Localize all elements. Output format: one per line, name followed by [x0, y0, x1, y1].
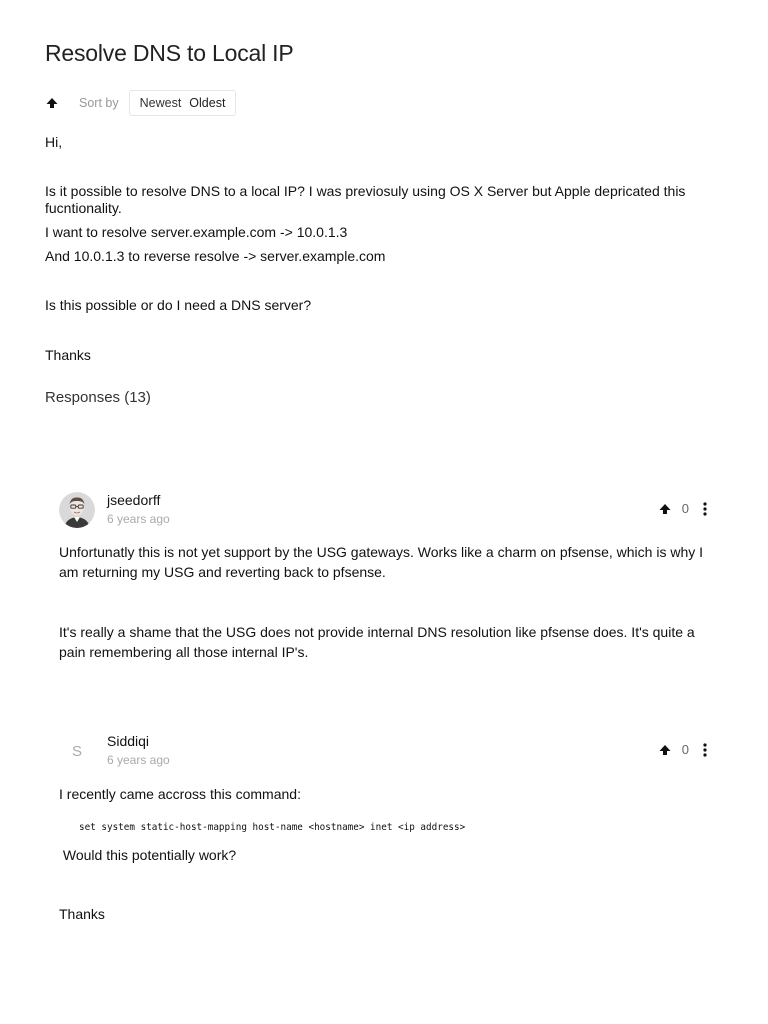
question-paragraph: Is this possible or do I need a DNS server?	[45, 297, 312, 313]
arrow-up-icon[interactable]	[45, 96, 59, 110]
question-paragraph: Hi,	[45, 134, 63, 150]
vote-area	[658, 742, 707, 757]
arrow-up-icon[interactable]	[658, 743, 672, 757]
vertical-ellipsis-icon[interactable]	[703, 502, 707, 516]
question-paragraph: Is it possible to resolve DNS to a local IP? I was previosuly using OS X Server but Apple depricated this fucntionality.	[45, 183, 686, 216]
comment-paragraph: Would this potentially work?	[59, 847, 237, 863]
avatar[interactable]	[59, 492, 95, 528]
question-paragraph: Thanks	[45, 347, 91, 363]
comment-author[interactable]: Siddiqi	[107, 733, 150, 749]
avatar[interactable]: S	[59, 733, 95, 769]
comment-author[interactable]: jseedorff	[107, 492, 161, 508]
comment-timestamp: 6 years ago	[107, 512, 170, 526]
sort-bar	[45, 90, 236, 116]
question-paragraph: And 10.0.1.3 to reverse resolve -> server.example.com	[45, 248, 386, 264]
arrow-up-icon[interactable]	[658, 502, 672, 516]
comment-paragraph: Unfortunatly this is not yet support by the USG gateways. Works like a charm on pfsense, which is why I am returning my USG and reverting back to pfsense.	[59, 544, 704, 580]
comment	[59, 492, 719, 672]
comment-paragraph: Thanks	[59, 906, 105, 922]
comment-paragraph: It's really a shame that the USG does not provide internal DNS resolution like pfsense does. It's quite a pain remembering all those internal IP's.	[59, 624, 695, 660]
vote-count: 0	[681, 742, 689, 757]
sort-toggle	[129, 90, 237, 116]
responses-heading: Responses (13)	[45, 389, 151, 406]
vertical-ellipsis-icon[interactable]	[703, 743, 707, 757]
code-snippet: set system static-host-mapping host-name <hostname> inet <ip address>	[79, 822, 466, 833]
vote-count: 0	[681, 501, 689, 516]
comment	[59, 733, 719, 933]
comment-timestamp: 6 years ago	[107, 753, 170, 767]
sort-newest-button[interactable]: Newest	[136, 96, 186, 110]
question-paragraph: I want to resolve server.example.com -> 10.0.1.3	[45, 224, 348, 240]
page-title: Resolve DNS to Local IP	[45, 40, 294, 66]
vote-area	[658, 501, 707, 516]
sort-label: Sort by	[79, 96, 119, 110]
comment-paragraph: I recently came accross this command:	[59, 786, 301, 802]
sort-oldest-button[interactable]: Oldest	[185, 96, 229, 110]
avatar-photo	[59, 492, 95, 528]
